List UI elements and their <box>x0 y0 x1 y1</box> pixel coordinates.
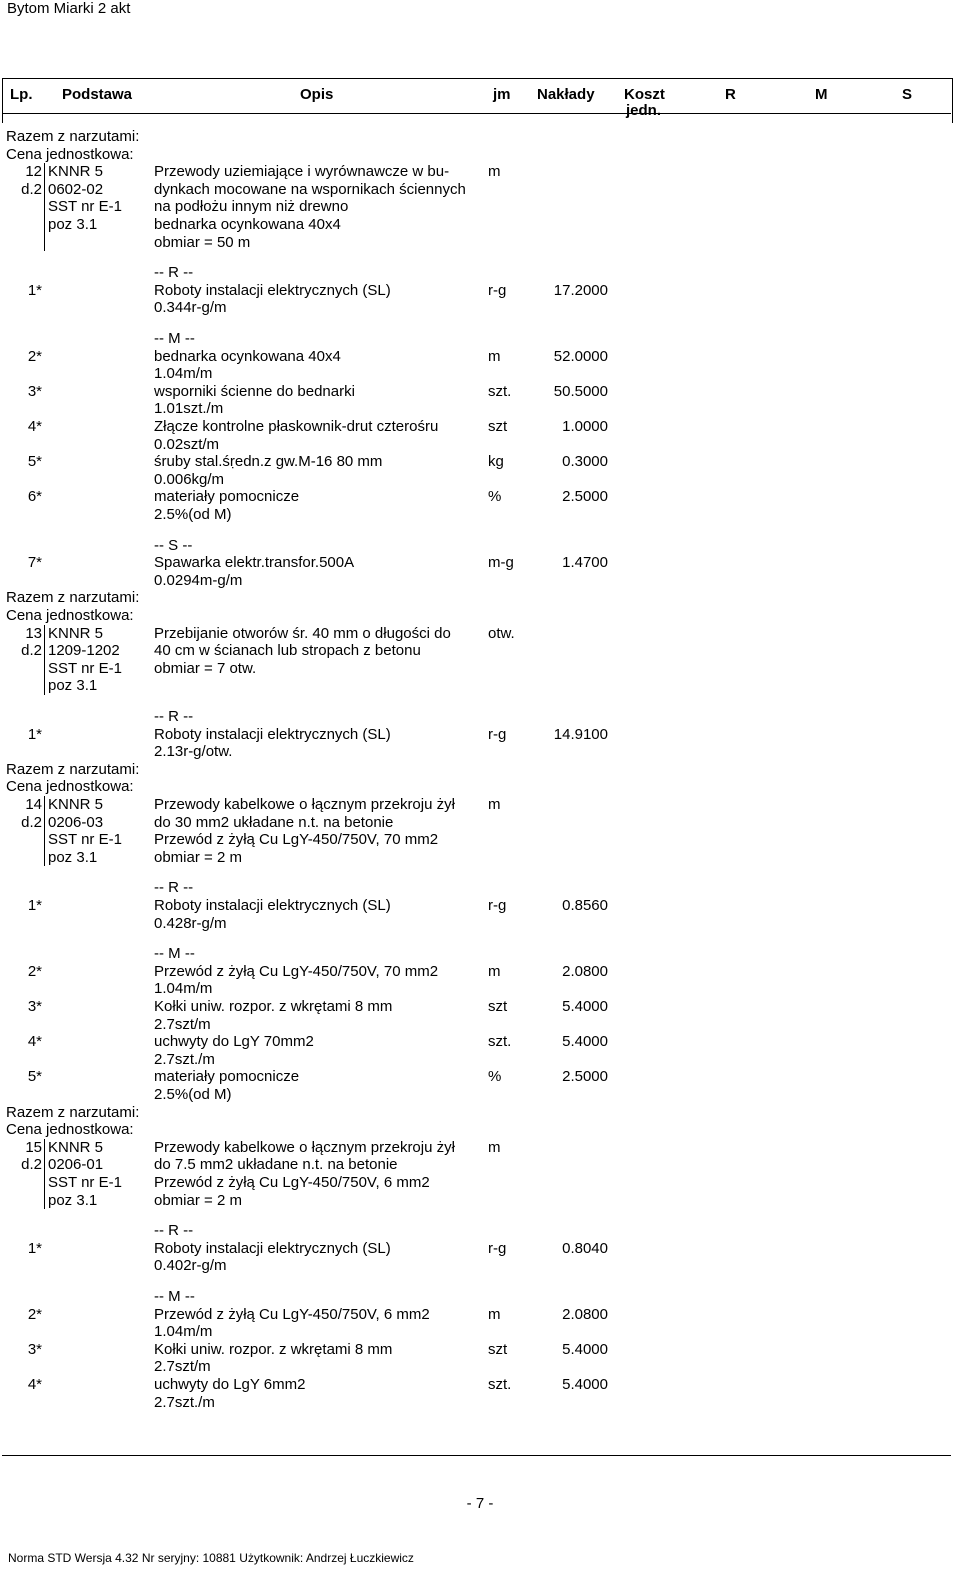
item-dzial: d.2 <box>21 180 42 198</box>
resource-unit: m <box>488 962 501 980</box>
resource-norm: 0.0294m-g/m <box>154 571 243 589</box>
item-number: 13 <box>25 624 42 642</box>
item-podstawa-line: 0206-03 <box>48 813 104 831</box>
col-jm-header: jm <box>493 86 511 103</box>
razem-z-narzutami-label: Razem z narzutami: <box>6 760 140 778</box>
resource-group-header: -- R -- <box>154 1222 194 1240</box>
resource-unit: r-g <box>488 281 507 299</box>
column-separator <box>44 796 45 866</box>
resource-row-number: 2* <box>27 1305 42 1323</box>
resource-row-number: 1* <box>27 1239 42 1257</box>
resource-value: 17.2000 <box>553 281 608 299</box>
resource-name: uchwyty do LgY 6mm2 <box>154 1376 306 1393</box>
resource-row-number: 4* <box>27 1033 42 1051</box>
item-podstawa-line: KNNR 5 <box>48 163 104 181</box>
resource-group-header: -- R -- <box>154 708 194 725</box>
col-s-header: S <box>902 86 913 103</box>
resource-norm: 0.402r-g/m <box>154 1257 227 1275</box>
resource-value: 0.3000 <box>562 453 608 471</box>
razem-z-narzutami-label: Razem z narzutami: <box>6 589 140 607</box>
item-dzial: d.2 <box>21 813 42 831</box>
cena-jednostkowa-label: Cena jednostkowa: <box>6 778 134 796</box>
resource-name: Złącze kontrolne płaskownik-drut czterośru <box>154 418 439 435</box>
item-podstawa-line: poz 3.1 <box>48 1191 98 1209</box>
resource-row-number: 6* <box>27 488 42 506</box>
resource-name: wsporniki ścienne do bednarki <box>154 382 355 400</box>
resource-group-header: -- R -- <box>154 264 194 282</box>
item-description-line: Przewody kabelkowe o łącznym przekroju żył <box>154 796 455 813</box>
resource-unit: szt. <box>488 1033 512 1051</box>
col-koszt-jedn-header: jedn. <box>626 102 662 119</box>
resource-row-number: 1* <box>27 725 42 743</box>
resource-unit: r-g <box>488 1239 507 1257</box>
resource-row-number: 4* <box>27 1376 42 1393</box>
column-separator <box>44 625 45 695</box>
item-description-line: Przewód z żyłą Cu LgY-450/750V, 6 mm2 <box>154 1174 430 1191</box>
resource-unit: szt <box>488 418 508 435</box>
item-podstawa-line: SST nr E-1 <box>48 1174 122 1191</box>
item-podstawa-line: SST nr E-1 <box>48 659 122 677</box>
item-unit: m <box>488 1138 501 1156</box>
item-description-line: obmiar = 2 m <box>154 848 242 866</box>
item-podstawa-line: KNNR 5 <box>48 796 104 813</box>
resource-row-number: 5* <box>27 453 42 471</box>
resource-row-number: 1* <box>27 897 42 914</box>
razem-z-narzutami-label: Razem z narzutami: <box>6 128 140 145</box>
resource-name: Kołki uniw. rozpor. z wkrętami 8 mm <box>154 1340 393 1358</box>
resource-unit: szt <box>488 998 508 1015</box>
item-description-line: bednarka ocynkowana 40x4 <box>154 216 341 233</box>
resource-norm: 0.006kg/m <box>154 470 225 488</box>
resource-row-number: 2* <box>27 347 42 365</box>
col-opis-header: Opis <box>300 86 334 103</box>
cena-jednostkowa-label: Cena jednostkowa: <box>6 1121 134 1139</box>
col-r-header: R <box>725 86 736 103</box>
item-podstawa-line: poz 3.1 <box>48 216 98 233</box>
col-m-header: M <box>815 86 828 103</box>
razem-z-narzutami-label: Razem z narzutami: <box>6 1103 140 1121</box>
page-number: - 7 - <box>466 1495 494 1512</box>
resource-value: 52.0000 <box>553 347 608 365</box>
resource-norm: 1.04m/m <box>154 980 213 998</box>
item-description-line: Przewody kabelkowe o łącznym przekroju żył <box>154 1138 455 1156</box>
resource-group-header: -- M -- <box>154 330 195 347</box>
item-description-line: dynkach mocowane na wspornikach ściennych <box>154 180 466 198</box>
resource-norm: 2.7szt./m <box>154 1050 215 1068</box>
resource-unit: kg <box>488 453 504 471</box>
item-description-line: do 7.5 mm2 układane n.t. na betonie <box>154 1156 398 1174</box>
column-separator <box>44 1139 45 1209</box>
item-description-line: obmiar = 2 m <box>154 1191 242 1209</box>
resource-value: 0.8040 <box>562 1239 608 1257</box>
resource-value: 50.5000 <box>553 382 608 400</box>
item-podstawa-line: KNNR 5 <box>48 624 104 642</box>
resource-norm: 1.04m/m <box>154 1323 213 1341</box>
resource-name: uchwyty do LgY 70mm2 <box>154 1033 314 1051</box>
resource-unit: m <box>488 347 501 365</box>
item-description-line: na podłożu innym niż drewno <box>154 198 349 216</box>
resource-unit: r-g <box>488 725 507 743</box>
item-unit: otw. <box>488 624 515 642</box>
resource-norm: 2.7szt/m <box>154 1358 211 1376</box>
resource-unit: szt. <box>488 382 512 400</box>
resource-name: Roboty instalacji elektrycznych (SL) <box>154 725 391 743</box>
table-bottom-rule <box>2 1455 951 1456</box>
resource-value: 2.0800 <box>562 962 608 980</box>
item-description-line: Przebijanie otworów śr. 40 mm o długości do <box>154 624 451 642</box>
resource-unit: m-g <box>488 554 514 572</box>
resource-norm: 0.428r-g/m <box>154 914 227 932</box>
resource-name: Przewód z żyłą Cu LgY-450/750V, 70 mm2 <box>154 962 439 980</box>
resource-norm: 2.5%(od M) <box>154 1086 232 1103</box>
resource-value: 5.4000 <box>562 1376 608 1393</box>
resource-norm: 2.7szt./m <box>154 1393 215 1411</box>
resource-value: 5.4000 <box>562 1033 608 1051</box>
item-podstawa-line: poz 3.1 <box>48 677 98 695</box>
resource-norm: 0.02szt/m <box>154 435 220 453</box>
resource-unit: r-g <box>488 897 507 914</box>
resource-unit: szt. <box>488 1376 512 1393</box>
table-header-box <box>2 78 953 123</box>
resource-norm: 0.344r-g/m <box>154 299 227 317</box>
resource-norm: 2.5%(od M) <box>154 506 232 523</box>
item-podstawa-line: poz 3.1 <box>48 848 98 866</box>
item-podstawa-line: 0602-02 <box>48 180 104 198</box>
item-unit: m <box>488 796 501 813</box>
resource-value: 14.9100 <box>553 725 608 743</box>
item-number: 14 <box>25 796 42 813</box>
col-koszt-header: Koszt <box>624 86 665 103</box>
resource-value: 2.0800 <box>562 1305 608 1323</box>
resource-name: Roboty instalacji elektrycznych (SL) <box>154 1239 391 1257</box>
item-description-line: Przewody uziemiające i wyrównawcze w bu- <box>154 163 450 181</box>
item-dzial: d.2 <box>21 1156 42 1174</box>
resource-unit: m <box>488 1305 501 1323</box>
item-description-line: obmiar = 7 otw. <box>154 659 257 677</box>
resource-unit: szt <box>488 1340 508 1358</box>
resource-name: Roboty instalacji elektrycznych (SL) <box>154 897 391 914</box>
resource-value: 2.5000 <box>562 488 608 506</box>
document-title: Bytom Miarki 2 akt <box>7 0 131 17</box>
col-podstawa-header: Podstawa <box>62 86 133 103</box>
resource-norm: 2.13r-g/otw. <box>154 743 233 761</box>
item-dzial: d.2 <box>21 642 42 660</box>
item-podstawa-line: 0206-01 <box>48 1156 104 1174</box>
resource-name: śruby stal.śṛedn.z gw.M-16 80 mm <box>154 453 383 471</box>
resource-row-number: 3* <box>27 382 42 400</box>
resource-row-number: 2* <box>27 962 42 980</box>
item-number: 12 <box>25 163 42 181</box>
resource-unit: % <box>488 488 502 506</box>
item-podstawa-line: SST nr E-1 <box>48 198 122 216</box>
resource-norm: 1.04m/m <box>154 365 213 383</box>
cena-jednostkowa-label: Cena jednostkowa: <box>6 607 134 624</box>
resource-group-header: -- M -- <box>154 945 195 963</box>
table-header-rule <box>2 113 951 114</box>
resource-row-number: 1* <box>27 281 42 299</box>
resource-group-header: -- R -- <box>154 879 194 897</box>
item-podstawa-line: 1209-1202 <box>48 642 120 660</box>
item-description-line: 40 cm w ścianach lub stropach z betonu <box>154 642 421 660</box>
item-description-line: obmiar = 50 m <box>154 233 251 251</box>
resource-row-number: 7* <box>27 554 42 572</box>
item-description-line: Przewód z żyłą Cu LgY-450/750V, 70 mm2 <box>154 831 439 849</box>
resource-name: bednarka ocynkowana 40x4 <box>154 347 341 365</box>
cena-jednostkowa-label: Cena jednostkowa: <box>6 145 134 163</box>
resource-name: Kołki uniw. rozpor. z wkrętami 8 mm <box>154 998 393 1015</box>
resource-name: Przewód z żyłą Cu LgY-450/750V, 6 mm2 <box>154 1305 430 1323</box>
item-description-line: do 30 mm2 układane n.t. na betonie <box>154 813 394 831</box>
resource-row-number: 5* <box>27 1068 42 1086</box>
resource-value: 1.4700 <box>562 554 608 572</box>
item-podstawa-line: SST nr E-1 <box>48 831 122 849</box>
col-naklady-header: Nakłady <box>537 86 595 103</box>
resource-value: 5.4000 <box>562 1340 608 1358</box>
resource-group-header: -- M -- <box>154 1288 195 1305</box>
item-unit: m <box>488 163 501 181</box>
resource-name: Spawarka elektr.transfor.500A <box>154 554 355 572</box>
resource-name: materiały pomocnicze <box>154 1068 300 1086</box>
resource-name: materiały pomocnicze <box>154 488 300 506</box>
column-separator <box>44 163 45 251</box>
resource-group-header: -- S -- <box>154 536 193 554</box>
resource-row-number: 4* <box>27 418 42 435</box>
resource-unit: % <box>488 1068 502 1086</box>
resource-value: 2.5000 <box>562 1068 608 1086</box>
resource-row-number: 3* <box>27 998 42 1015</box>
resource-norm: 1.01szt./m <box>154 400 224 418</box>
resource-norm: 2.7szt/m <box>154 1015 211 1033</box>
resource-name: Roboty instalacji elektrycznych (SL) <box>154 281 391 299</box>
item-number: 15 <box>25 1138 42 1156</box>
resource-row-number: 3* <box>27 1340 42 1358</box>
item-podstawa-line: KNNR 5 <box>48 1138 104 1156</box>
footer-info: Norma STD Wersja 4.32 Nr seryjny: 10881 Użytkownik: Andrzej Łuczkiewicz <box>8 1551 414 1565</box>
col-lp-header: Lp. <box>10 86 33 103</box>
resource-value: 1.0000 <box>562 418 608 435</box>
resource-value: 0.8560 <box>562 897 608 914</box>
resource-value: 5.4000 <box>562 998 608 1015</box>
